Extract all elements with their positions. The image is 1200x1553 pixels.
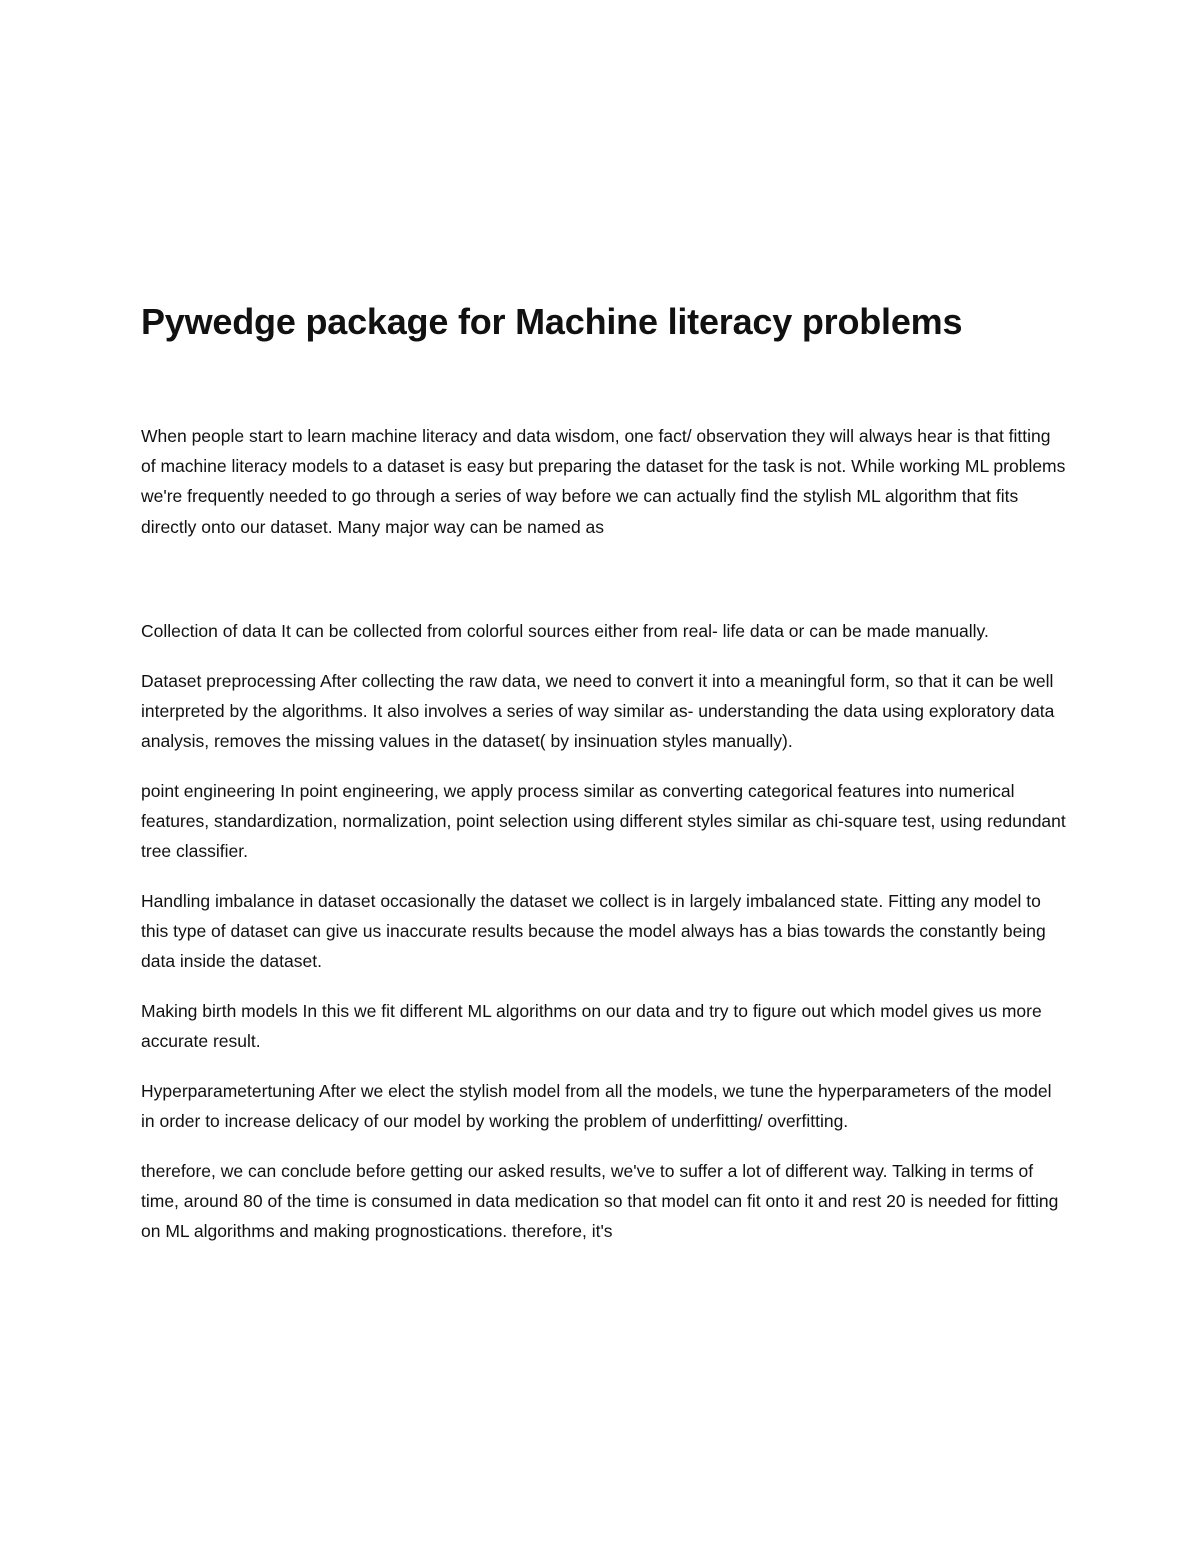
paragraph-conclusion: therefore, we can conclude before getting our asked results, we've to suffer a lot of different way. Talking in terms of time, around 80 of the time is consumed in data medication so that model can fit onto it and rest 20 is needed for fitting on ML algorithms and making prognostications. therefore, it's: [141, 1160, 1059, 1242]
paragraph-point-engineering: point engineering In point engineering, we apply process similar as converting categorical features into numerical features, standardization, normalization, point selection using different styles similar as chi-square test, using redundant tree classifier.: [141, 780, 1066, 862]
body-sections: [141, 616, 1066, 1246]
paragraph-dataset-preprocessing: Dataset preprocessing After collecting the raw data, we need to convert it into a meaningful form, so that it can be well interpreted by the algorithms. It also involves a series of way similar as- understanding the data using exploratory data analysis, removes the missing values in the dataset( by insinuation styles manually).: [141, 670, 1055, 751]
intro-paragraph: When people start to learn machine literacy and data wisdom, one fact/ observation they will always hear is that fitting of machine literacy models to a dataset is easy but preparing the dataset for the task is not. While working ML problems we're frequently needed to go through a series of way before we can actually find the stylish ML algorithm that fits directly onto our dataset. Many major way can be named as: [141, 426, 1066, 537]
paragraph-hyperparameter-tuning: Hyperparametertuning After we elect the stylish model from all the models, we tune the hyperparameters of the model in order to increase delicacy of our model by working the problem of underfitting/ overfitting.: [141, 1080, 1052, 1131]
paragraph-making-birth-models: Making birth models In this we fit different ML algorithms on our data and try to figure out which model gives us more accurate result.: [141, 1000, 1042, 1052]
paragraph-collection-of-data: Collection of data It can be collected from colorful sources either from real- life data or can be made manually.: [141, 620, 989, 641]
document-content: [141, 296, 1066, 1246]
paragraph-handling-imbalance: Handling imbalance in dataset occasionally the dataset we collect is in largely imbalanced state. Fitting any model to this type of dataset can give us inaccurate results because the model always has a bias towards the constantly being data inside the dataset.: [141, 890, 1046, 972]
paragraph-spacer: [141, 542, 1066, 616]
document-title: Pywedge package for Machine literacy problems: [141, 301, 963, 342]
